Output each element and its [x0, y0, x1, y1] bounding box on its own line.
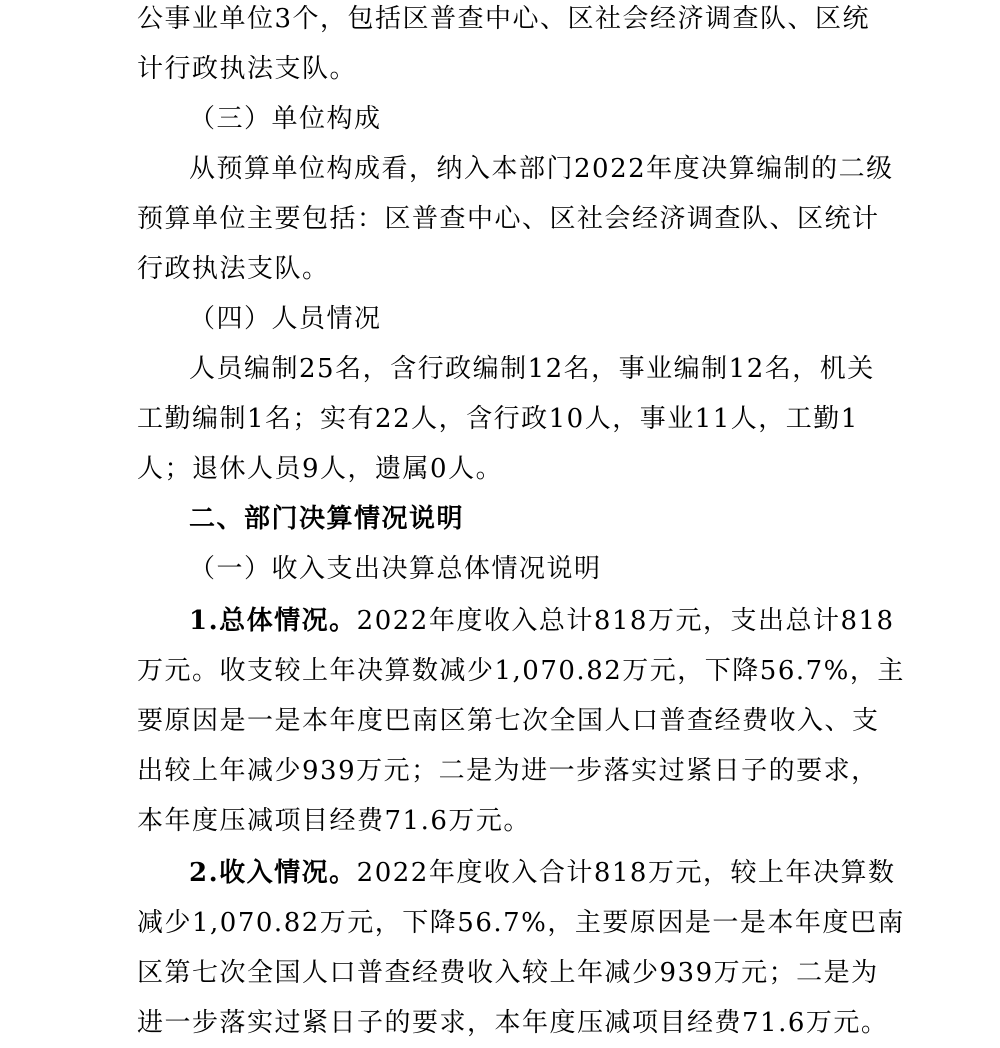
- paragraph-line: 行政执法支队。: [137, 254, 330, 284]
- paragraph-line: 工勤编制1名；实有22人，含行政10人，事业11人，工勤1: [137, 404, 859, 434]
- item-text: 2022年度收入合计818万元，较上年决算数: [356, 858, 896, 888]
- section-heading: （三）单位构成: [189, 104, 382, 134]
- paragraph-line: 进一步落实过紧日子的要求，本年度压减项目经费71.6万元。: [137, 1008, 889, 1038]
- section-heading: （四）人员情况: [189, 304, 382, 334]
- paragraph-line: 区第七次全国人口普查经费收入较上年减少939万元；二是为: [137, 958, 879, 988]
- paragraph-line: 预算单位主要包括：区普查中心、区社会经济调查队、区统计: [137, 204, 880, 234]
- section-heading: （一）收入支出决算总体情况说明: [189, 554, 602, 584]
- paragraph-line: 本年度压减项目经费71.6万元。: [137, 806, 531, 836]
- chapter-heading: 二、部门决算情况说明: [189, 504, 465, 534]
- paragraph-line: [189, 596, 895, 646]
- paragraph-line: 减少1,070.82万元，下降56.7%，主要原因是一是本年度巴南: [137, 908, 905, 938]
- item-text: 2022年度收入总计818万元，支出总计818: [356, 606, 895, 636]
- paragraph-line: 万元。收支较上年决算数减少1,070.82万元，下降56.7%，主: [137, 656, 905, 686]
- item-title: 2.收入情况。: [189, 858, 357, 888]
- paragraph-line: [189, 848, 895, 898]
- paragraph-line: 要原因是一是本年度巴南区第七次全国人口普查经费收入、支: [137, 706, 880, 736]
- paragraph-line: 人员编制25名，含行政编制12名，事业编制12名，机关: [189, 354, 875, 384]
- paragraph-line: 计行政执法支队。: [137, 54, 358, 84]
- item-title: 1.总体情况。: [189, 606, 357, 636]
- paragraph-line: 公事业单位3个，包括区普查中心、区社会经济调查队、区统: [137, 4, 871, 34]
- paragraph-line: 人；退休人员9人，遗属0人。: [137, 454, 504, 484]
- paragraph-line: 出较上年减少939万元；二是为进一步落实过紧日子的要求，: [137, 756, 879, 786]
- paragraph-line: 从预算单位构成看，纳入本部门2022年度决算编制的二级: [189, 154, 894, 184]
